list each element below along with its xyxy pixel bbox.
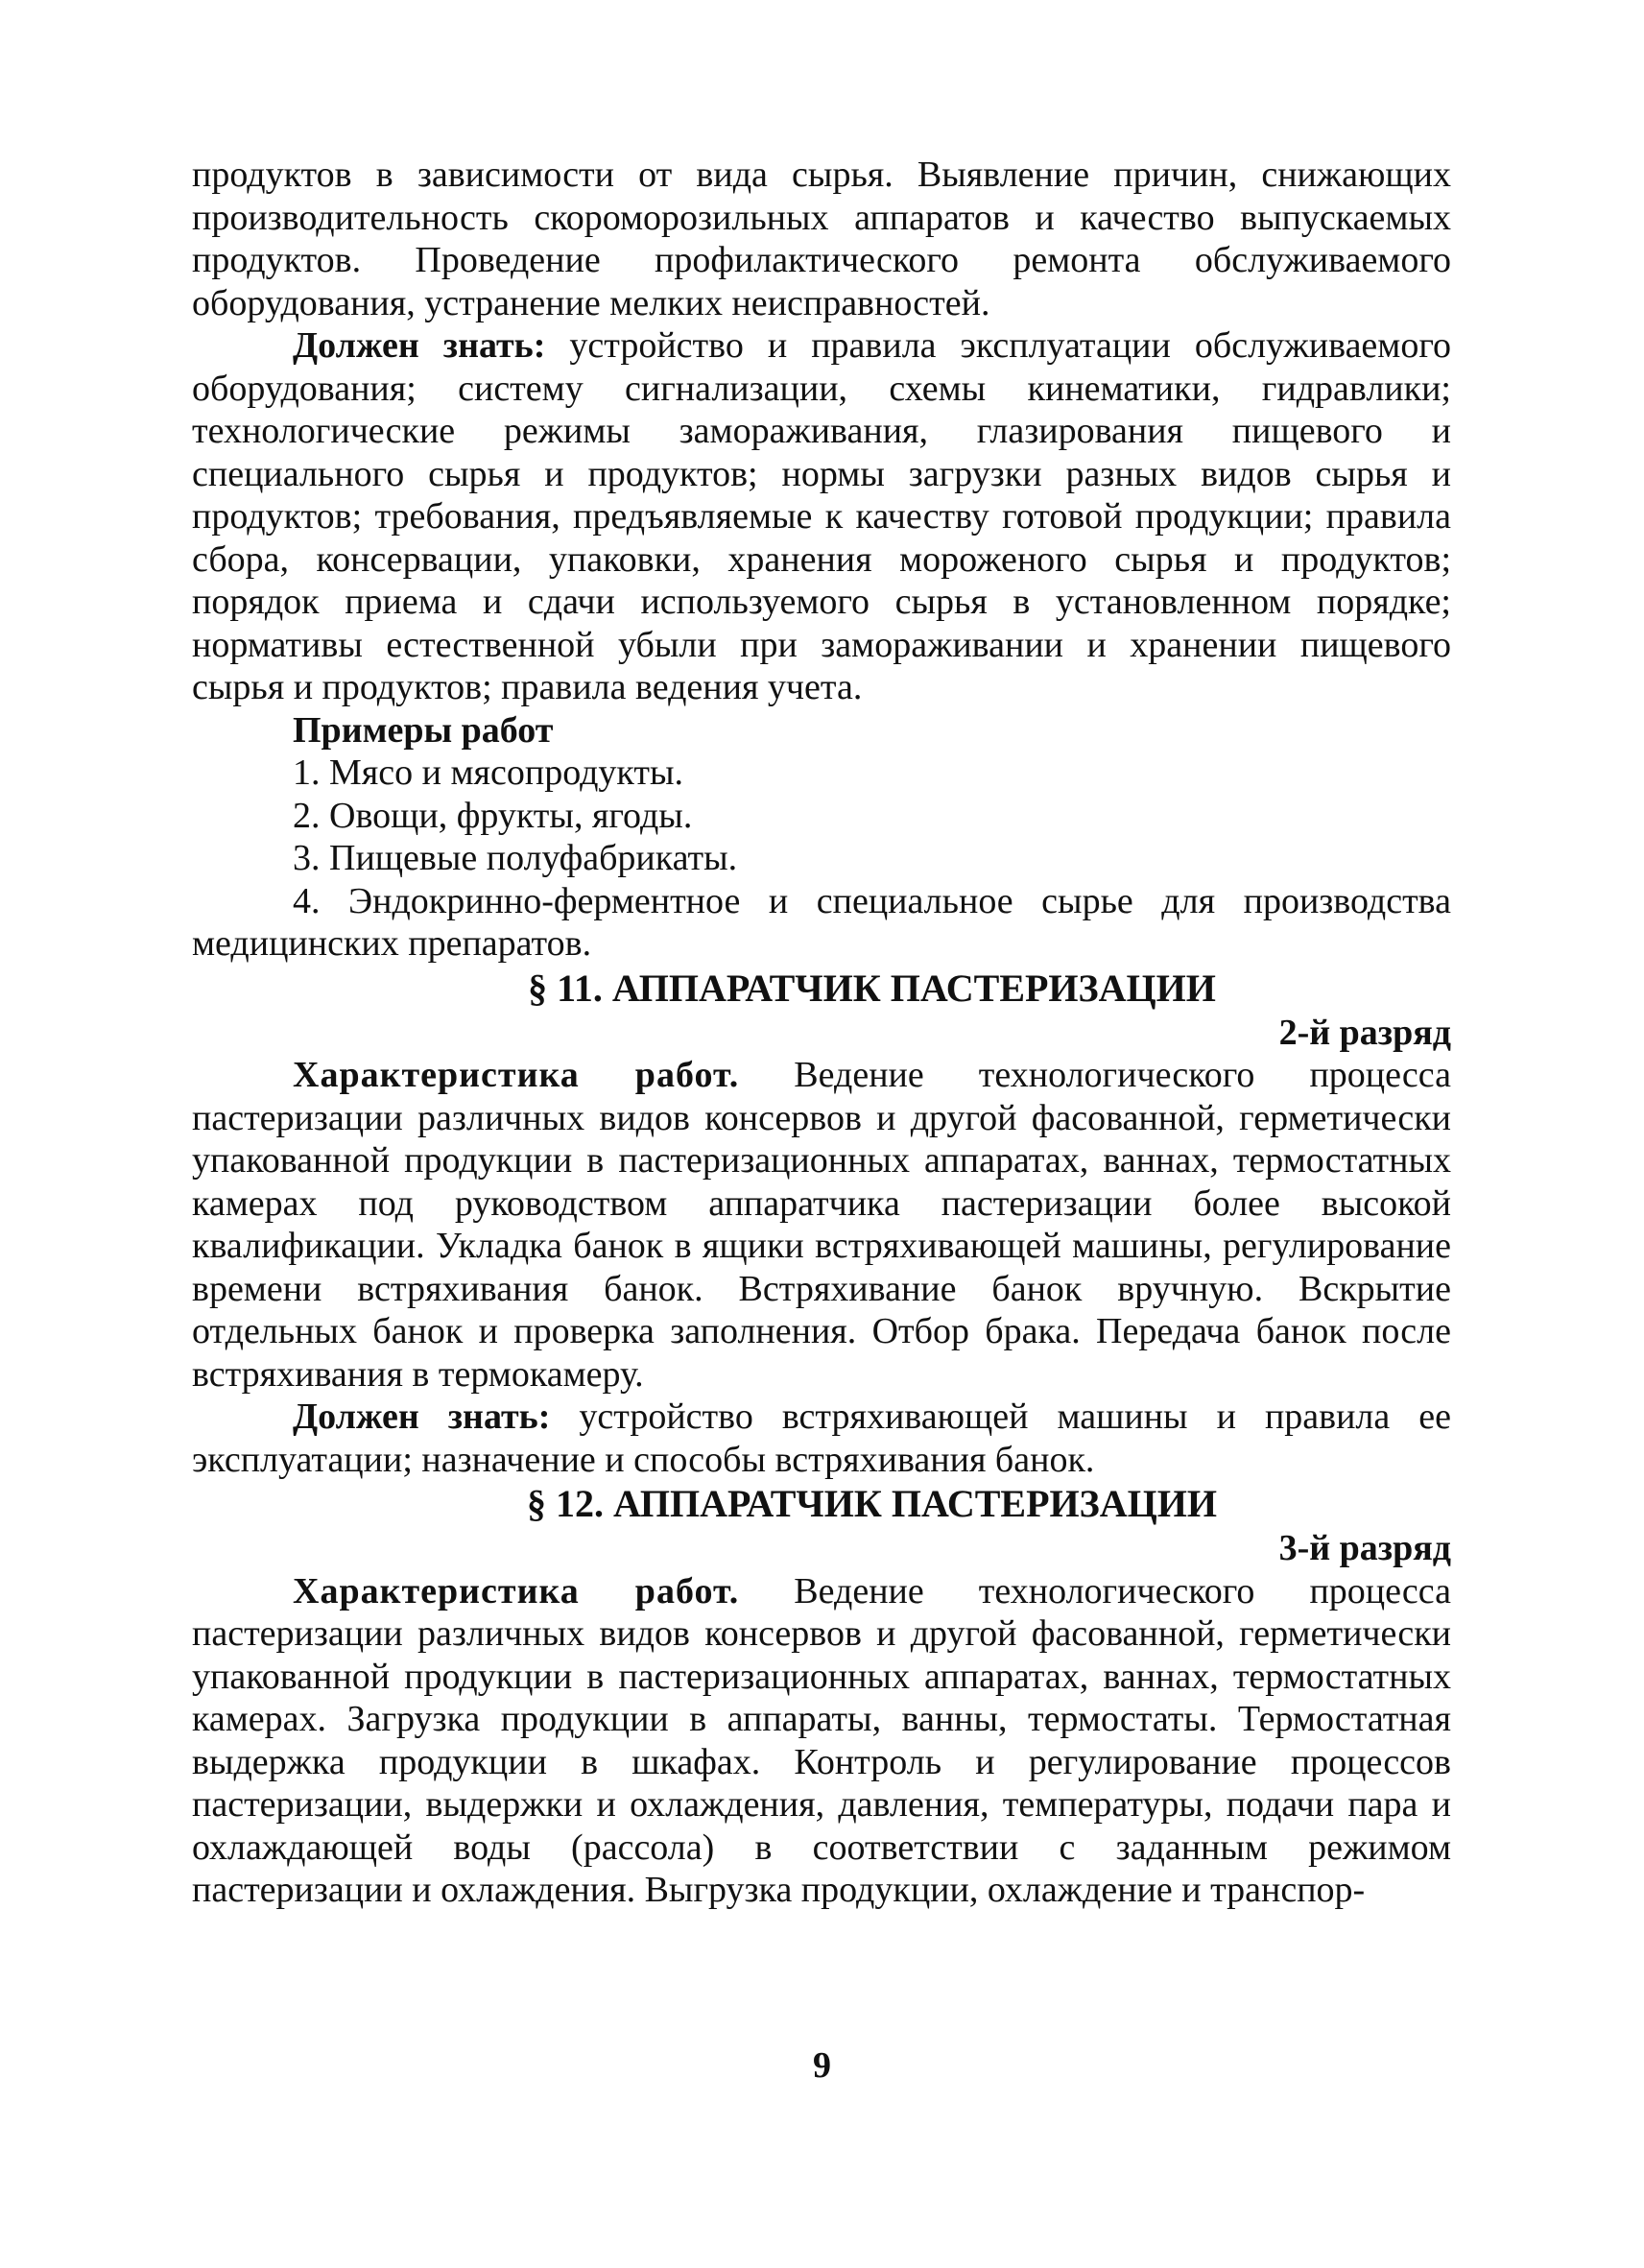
knowledge-lead: Должен знать: xyxy=(293,325,546,366)
section-11-knowledge xyxy=(192,1396,1451,1481)
example-item: 3. Пищевые полуфабрикаты. xyxy=(293,838,738,878)
section-12-characteristics-text: Ведение технологического процесса пастеризации различных видов консервов и другой фасованной, герметически упакованной продукции в пастеризационных аппаратах, ваннах, термостатных камерах. Загрузка продукции в аппараты, ванны, термостаты. Термостатная выдержка продукции в шкафах. Контроль и регулирование процессов пастеризации, выдержки и охлаждения, давления, температуры, подачи пара и охлаждающей воды (рассола) в соответствии с заданным режимом пастеризации и охлаждения. Выгрузка продукции, охлаждение и транспор- xyxy=(192,1570,1451,1910)
section-11-characteristics-lead: Характеристика работ. xyxy=(293,1055,740,1095)
section-11-title: § 11. АППАРАТЧИК ПАСТЕРИЗАЦИИ xyxy=(528,966,1216,1010)
example-item: 1. Мясо и мясопродукты. xyxy=(293,752,684,793)
examples-heading: Примеры работ xyxy=(293,709,554,751)
section-12-title: § 12. АППАРАТЧИК ПАСТЕРИЗАЦИИ xyxy=(527,1482,1217,1525)
section-11-grade: 2-й разряд xyxy=(1278,1012,1451,1053)
section-12-grade: 3-й разряд xyxy=(1278,1528,1451,1568)
example-item: 2. Овощи, фрукты, ягоды. xyxy=(293,795,693,836)
section-11-knowledge-text: устройство встряхивающей машины и правила ее эксплуатации; назначение и способы встряхивания банок. xyxy=(192,1397,1451,1480)
knowledge-text: устройство и правила эксплуатации обслуживаемого оборудования; систему сигнализации, схемы кинематики, гидравлики; технологические режимы замораживания, глазирования пищевого и специального сырья и продуктов; нормы загрузки разных видов сырья и продуктов; требования, предъявляемые к качеству готовой продукции; правила сбора, консервации, упаковки, хранения мороженого сырья и продуктов; порядок приема и сдачи используемого сырья в установленном порядке; нормативы естественной убыли при замораживании и хранении пищевого сырья и продуктов; правила ведения учета. xyxy=(192,325,1451,707)
knowledge-paragraph xyxy=(192,324,1451,709)
continuation-paragraph: продуктов в зависимости от вида сырья. Выявление причин, снижающих производительность скороморозильных аппаратов и качество выпускаемых продуктов. Проведение профилактического ремонта обслуживаемого оборудования, устранение мелких неисправностей. xyxy=(192,155,1451,323)
section-12-characteristics xyxy=(192,1570,1451,1912)
section-11-characteristics-text: Ведение технологического процесса пастеризации различных видов консервов и другой фасованной, герметически упакованной продукции в пастеризационных аппаратах, ваннах, термостатных камерах под руководством аппаратчика пастеризации более высокой квалификации. Укладка банок в ящики встряхивающей машины, регулирование времени встряхивания банок. Встряхивание банок вручную. Вскрытие отдельных банок и проверка заполнения. Отбор брака. Передача банок после встряхивания в термокамеру. xyxy=(192,1055,1451,1395)
page-number: 9 xyxy=(813,2045,831,2086)
section-11-knowledge-lead: Должен знать: xyxy=(293,1397,551,1437)
section-12-characteristics-lead: Характеристика работ. xyxy=(293,1570,740,1611)
section-11-characteristics xyxy=(192,1054,1451,1396)
example-item: 4. Эндокринно-ферментное и специальное сырье для производства медицинских препаратов. xyxy=(192,880,1451,964)
document-body xyxy=(192,154,1451,1912)
